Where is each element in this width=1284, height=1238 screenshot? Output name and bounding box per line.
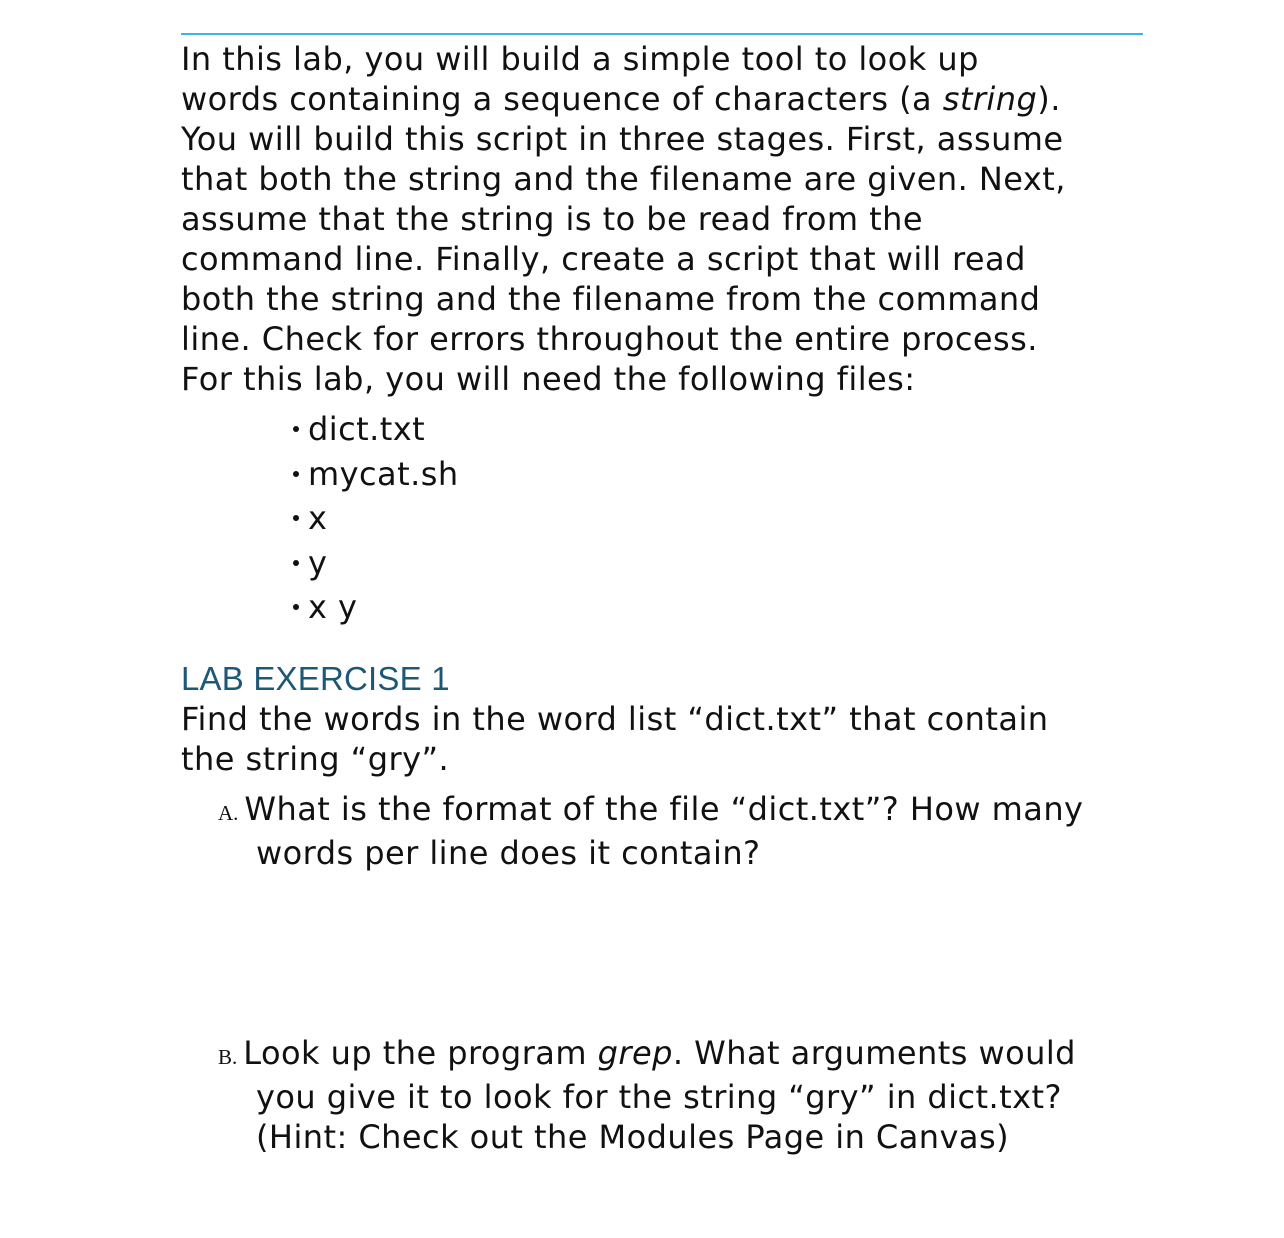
list-item: [293, 585, 459, 630]
intro-line: For this lab, you will need the following files:: [181, 360, 916, 398]
list-item: [293, 541, 459, 586]
bullet-icon: [293, 560, 299, 566]
intro-line: assume that the string is to be read from the: [181, 200, 923, 238]
question-line: words per line does it contain?: [256, 834, 761, 872]
exercise-instructions: [181, 699, 1141, 779]
question-line: Look up the program: [243, 1034, 598, 1072]
intro-line: ).: [1037, 80, 1061, 118]
emphasis-string: string: [942, 80, 1038, 118]
exercise-line: Find the words in the word list “dict.txt” that contain: [181, 700, 1049, 738]
bullet-icon: [293, 426, 299, 432]
required-files-list: [293, 407, 459, 630]
exercise-line: the string “gry”.: [181, 740, 450, 778]
emphasis-grep: grep: [597, 1034, 673, 1072]
intro-line: words containing a sequence of characters (a: [181, 80, 943, 118]
question-marker: A.: [218, 801, 239, 825]
list-item: [293, 407, 459, 452]
intro-line: that both the string and the filename are given. Next,: [181, 160, 1066, 198]
question-a: [218, 789, 1138, 873]
question-marker: B.: [218, 1045, 238, 1069]
list-item: [293, 452, 459, 497]
intro-paragraph: [181, 39, 1141, 399]
file-name: x: [308, 499, 328, 537]
question-line: What is the format of the file “dict.txt”? How many: [244, 790, 1084, 828]
intro-line: In this lab, you will build a simple tool to look up: [181, 40, 979, 78]
file-name: mycat.sh: [308, 454, 459, 493]
bullet-icon: [293, 471, 299, 477]
question-line: you give it to look for the string “gry” in dict.txt?: [256, 1078, 1062, 1116]
bullet-icon: [293, 515, 299, 521]
intro-line: command line. Finally, create a script that will read: [181, 240, 1026, 278]
intro-line: You will build this script in three stages. First, assume: [181, 120, 1064, 158]
question-b: [218, 1033, 1138, 1157]
intro-line: both the string and the filename from the command: [181, 280, 1041, 318]
file-name: dict.txt: [308, 410, 426, 448]
top-divider: [181, 33, 1143, 35]
question-line: (Hint: Check out the Modules Page in Canvas): [256, 1118, 1010, 1156]
bullet-icon: [293, 604, 299, 610]
intro-line: line. Check for errors throughout the entire process.: [181, 320, 1038, 358]
exercise-heading: LAB EXERCISE 1: [181, 660, 450, 697]
question-line: . What arguments would: [672, 1034, 1076, 1072]
file-name: x y: [308, 588, 358, 626]
file-name: y: [308, 543, 328, 582]
list-item: [293, 496, 459, 541]
